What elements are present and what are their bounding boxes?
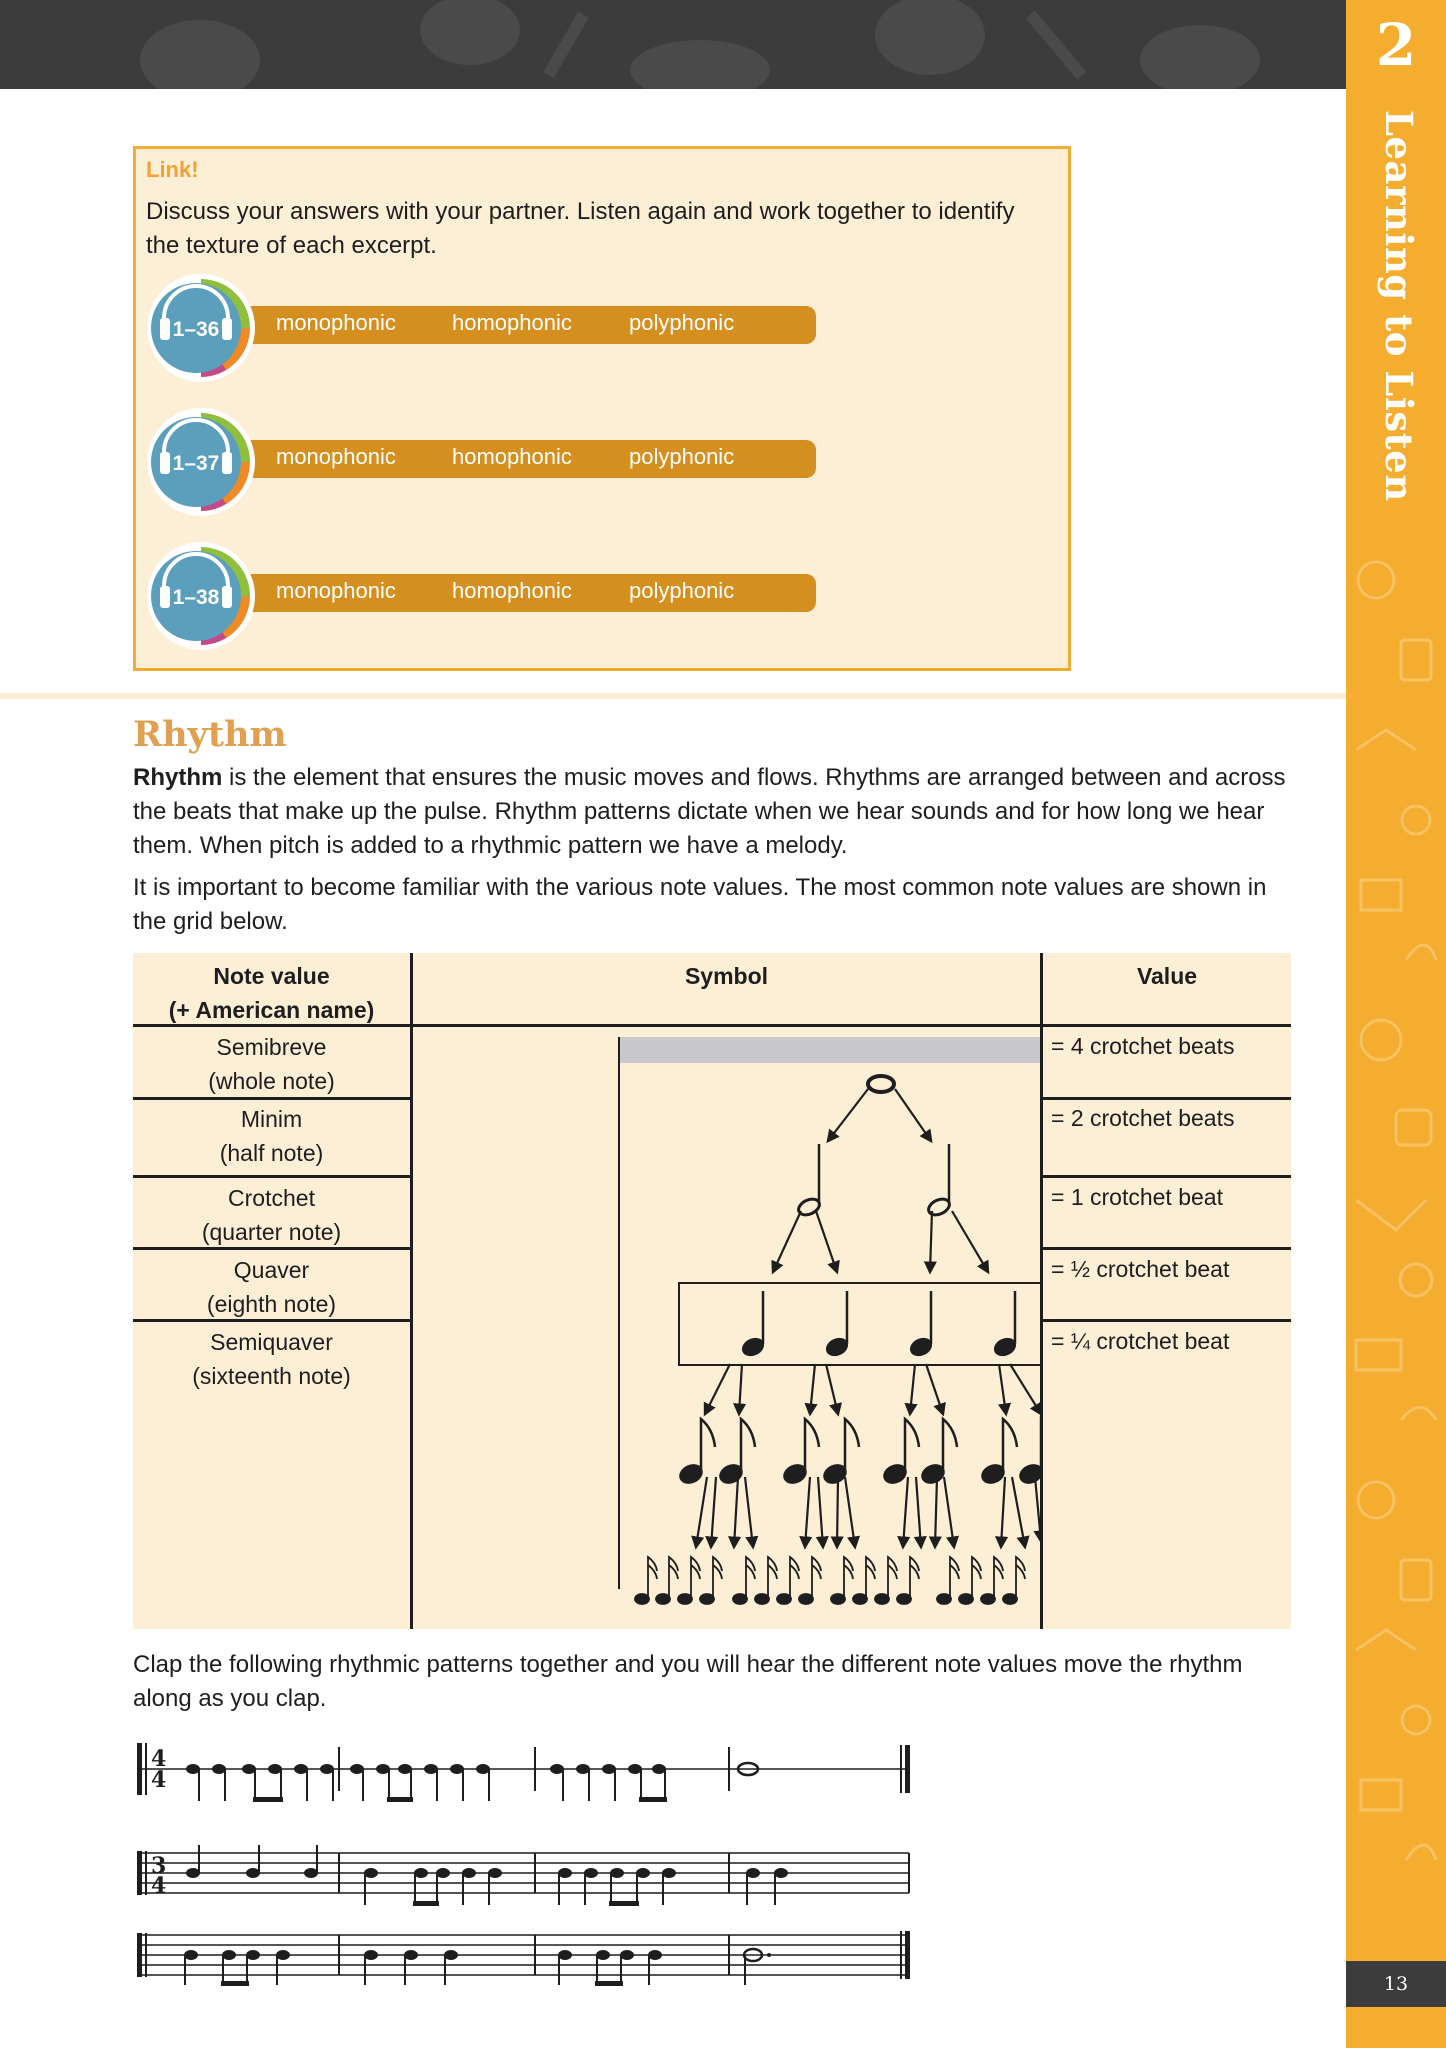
- note-name-cell: Semibreve (whole note): [208, 1034, 335, 1094]
- header-banner: [0, 0, 1346, 89]
- note-name-cell: Semiquaver (sixteenth note): [192, 1329, 351, 1389]
- crotchet-notes: [740, 1291, 1019, 1359]
- audio-track-icon: [146, 541, 256, 651]
- track-row: [146, 407, 846, 517]
- option-monophonic: monophonic: [276, 310, 396, 335]
- note-name-cell: Minim (half note): [219, 1106, 324, 1166]
- page-number: 13: [1383, 1973, 1409, 1995]
- rhythm-intro-paragraph: [133, 761, 1293, 863]
- header-value: Value: [1136, 963, 1198, 989]
- audio-track-icon: [146, 407, 256, 517]
- instrument-silhouettes: [0, 0, 1346, 89]
- crotchet-box: [679, 1283, 1040, 1365]
- option-polyphonic: polyphonic: [629, 444, 735, 469]
- option-monophonic: monophonic: [276, 444, 396, 469]
- chapter-number-box: [1346, 0, 1446, 89]
- time-signature-bottom: 4: [151, 1873, 167, 1899]
- beat-value: = 2 crotchet beats: [1051, 1105, 1235, 1131]
- options-bar: [236, 574, 816, 612]
- time-signature-top: 3: [151, 1853, 167, 1879]
- options-bar: [236, 440, 816, 478]
- minim-notes: [796, 1144, 952, 1218]
- beat-value: = ¼ crotchet beat: [1051, 1328, 1230, 1354]
- clap-instructions: Clap the following rhythmic patterns together and you will hear the different note values move the rhythm along as you clap.: [133, 1651, 1243, 1712]
- section-title: Rhythm: [133, 714, 287, 755]
- time-signature-bottom: 4: [151, 1767, 167, 1793]
- quaver-notes: [678, 1419, 1040, 1486]
- beat-value: = ½ crotchet beat: [1051, 1256, 1230, 1282]
- note-name-cell: Crotchet (quarter note): [201, 1185, 342, 1245]
- option-polyphonic: polyphonic: [629, 578, 735, 603]
- note-value-grid: [133, 953, 1291, 1629]
- note-values-paragraph: It is important to become familiar with the various note values. The most common note values are shown in the grid below.: [133, 874, 1267, 935]
- time-signature-top: 4: [151, 1746, 167, 1772]
- link-heading: Link!: [146, 157, 199, 182]
- track-number: 1–37: [172, 452, 220, 475]
- chapter-title: Learning to Listen: [1377, 110, 1421, 502]
- staff-3: [137, 1931, 910, 1986]
- audio-track-icon: [146, 273, 256, 383]
- chapter-number: 2: [1375, 10, 1417, 79]
- rhythm-bold-term: Rhythm: [133, 764, 223, 791]
- link-callout: [133, 146, 1071, 671]
- track-number: 1–38: [172, 586, 220, 609]
- note-tree-diagram: [413, 1029, 1040, 1629]
- section-divider: [0, 693, 1346, 699]
- track-row: [146, 541, 846, 651]
- semiquaver-notes: [635, 1557, 1025, 1604]
- header-symbol: Symbol: [684, 963, 769, 989]
- staff-highlight: [619, 1037, 1040, 1063]
- beat-value: = 4 crotchet beats: [1051, 1033, 1235, 1059]
- link-instructions: Discuss your answers with your partner. Listen again and work together to identify the texture of each excerpt.: [146, 198, 1015, 259]
- header-note-value: Note value (+ American name): [168, 963, 375, 1023]
- staff-3-4: [137, 1845, 909, 1906]
- rhythm-intro-text: is the element that ensures the music moves and flows. Rhythms are arranged between and across the beats that make up the pulse. Rhythm patterns dictate when we hear sounds and for how long we hear them. When pitch is added to a rhythmic pattern we have a melody.: [133, 764, 1286, 859]
- rhythm-staves: [133, 1733, 933, 1993]
- option-monophonic: monophonic: [276, 578, 396, 603]
- staff-4-4: [137, 1743, 910, 1802]
- note-name-cell: Quaver (eighth note): [206, 1257, 337, 1317]
- page-number-box: [1346, 1961, 1446, 2007]
- options-bar: [236, 306, 816, 344]
- option-homophonic: homophonic: [452, 310, 572, 335]
- track-number: 1–36: [172, 318, 220, 341]
- beat-value: = 1 crotchet beat: [1051, 1184, 1223, 1210]
- semibreve-note: [868, 1076, 894, 1092]
- doodle-pattern: [1346, 520, 1446, 1960]
- option-polyphonic: polyphonic: [629, 310, 735, 335]
- track-row: [146, 273, 846, 383]
- option-homophonic: homophonic: [452, 444, 572, 469]
- option-homophonic: homophonic: [452, 578, 572, 603]
- chapter-sidebar: [1346, 0, 1446, 2048]
